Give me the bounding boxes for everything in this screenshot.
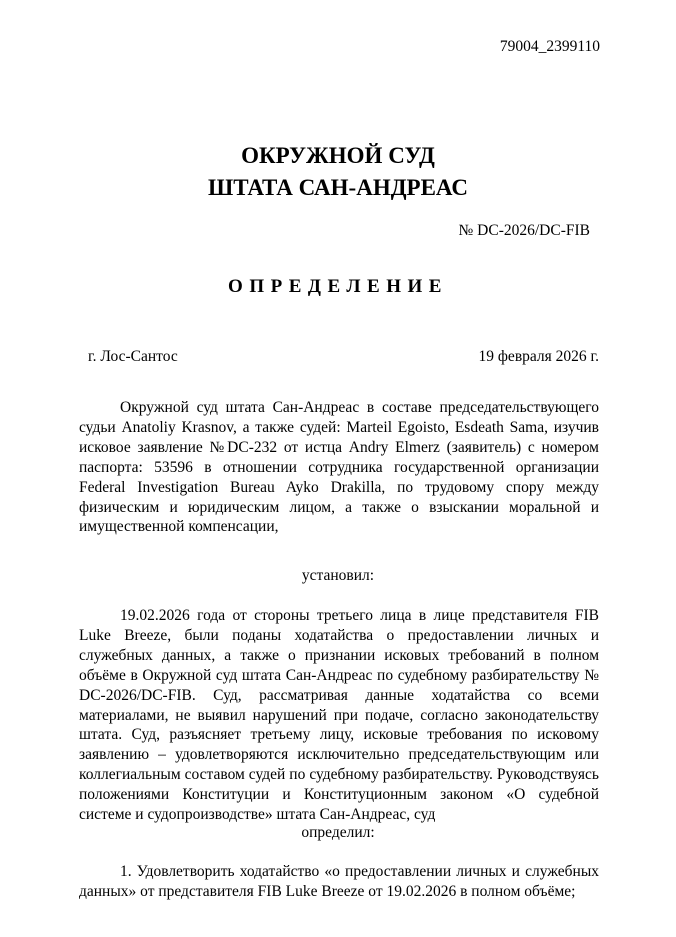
- court-title: [0, 140, 676, 204]
- decision-item-1: 1. Удовлетворить ходатайство «о предоставлении личных и служебных данных» от представителя FIB Luke Breeze от 19.02.2026 в полном объёме;: [79, 863, 599, 900]
- document-type-heading: ОПРЕДЕЛЕНИЕ: [228, 276, 448, 297]
- court-title-line-1: ОКРУЖНОЙ СУД: [241, 143, 435, 168]
- document-id: 79004_2399110: [499, 38, 600, 55]
- determined-heading: определил:: [301, 824, 375, 841]
- place-date-row: [88, 348, 599, 366]
- established-paragraph: 19.02.2026 года от стороны третьего лица в лице представителя FIB Luke Breeze, были поданы ходатайства о предоставлении личных и служебных данных, а также о признании исковых требований в полном объёме в Окружной суд штата Сан-Андреас по судебному разбирательству № DC-2026/DC-FIB. Суд, рассматривая данные ходатайства со всеми материалами, не выявил нарушений при подаче, согласно законодательству штата. Суд, разъясняет третьему лицу, исковые требования по исковому заявлению – удовлетворяются исключительно председательствующим или коллегиальным составом судей по судебному разбирательству. Руководствуясь положениями Конституции и Конституционным законом «О судебной системе и судопроизводстве» штата Сан-Андреас, суд: [79, 607, 599, 824]
- case-number: № DC-2026/DC-FIB: [458, 222, 590, 239]
- established-heading: установил:: [301, 567, 375, 584]
- court-title-line-2: ШТАТА САН-АНДРЕАС: [207, 175, 468, 200]
- date-text: 19 февраля 2026 г.: [478, 348, 599, 365]
- place-text: г. Лос-Сантос: [88, 348, 178, 365]
- intro-paragraph: Окружной суд штата Сан-Андреас в составе председательствующего судьи Anatoliy Krasnov, а также судей: Marteil Egoisto, Esdeath Sama, изучив исковое заявление №DC-232 от истца Andry Elmerz (заявитель) с номером паспорта: 53596 в отношении сотрудника государственной организации Federal Investigation Bureau Ayko Drakilla, по трудовому спору между физическим и юридическим лицом, а также о взыскании моральной и имущественной компенсации,: [79, 399, 599, 536]
